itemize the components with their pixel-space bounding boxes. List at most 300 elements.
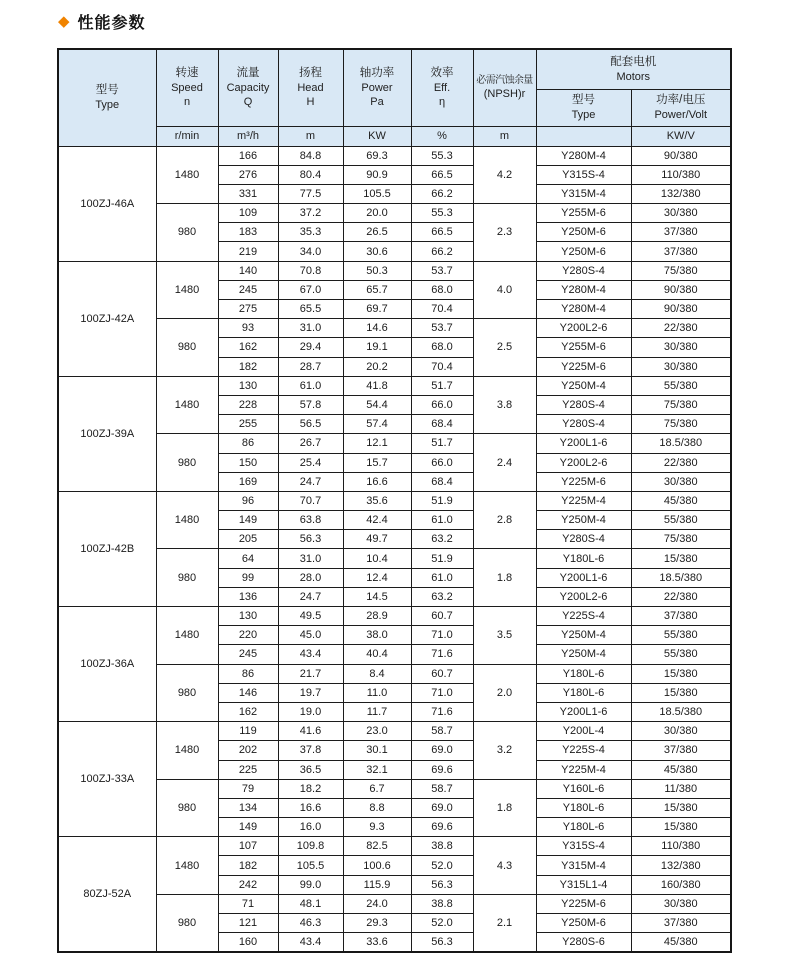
- col-header-motors: [536, 49, 731, 89]
- eff-cell: 66.0: [411, 453, 473, 472]
- header-sub: η: [438, 96, 446, 109]
- motor-power-cell: 37/380: [631, 914, 731, 933]
- motor-type-cell: Y225M-4: [536, 491, 631, 510]
- motor-type-cell: Y200L1-6: [536, 434, 631, 453]
- col-header-eff: [411, 49, 473, 126]
- motor-type-cell: Y200L2-6: [536, 587, 631, 606]
- power-cell: 14.6: [343, 319, 411, 338]
- power-cell: 33.6: [343, 933, 411, 953]
- header-zh: 扬程: [299, 66, 322, 79]
- table-row: [58, 894, 731, 913]
- capacity-cell: 149: [218, 511, 278, 530]
- head-cell: 41.6: [278, 722, 343, 741]
- col-header-capacity: [218, 49, 278, 126]
- head-cell: 19.7: [278, 683, 343, 702]
- motor-power-cell: 30/380: [631, 204, 731, 223]
- motor-type-cell: Y160L-6: [536, 779, 631, 798]
- eff-cell: 56.3: [411, 933, 473, 953]
- table-row: [58, 722, 731, 741]
- header-en: Power/Volt: [654, 108, 708, 121]
- power-cell: 105.5: [343, 184, 411, 203]
- capacity-cell: 109: [218, 204, 278, 223]
- col-header-motor-type: [536, 89, 631, 126]
- power-cell: 100.6: [343, 856, 411, 875]
- motor-type-cell: Y200L-4: [536, 722, 631, 741]
- eff-cell: 70.4: [411, 300, 473, 319]
- motor-power-cell: 15/380: [631, 683, 731, 702]
- motor-power-cell: 18.5/380: [631, 702, 731, 721]
- motor-type-cell: Y250M-6: [536, 914, 631, 933]
- motor-power-cell: 110/380: [631, 165, 731, 184]
- capacity-cell: 149: [218, 818, 278, 837]
- power-cell: 8.4: [343, 664, 411, 683]
- motor-type-cell: Y200L1-6: [536, 702, 631, 721]
- header-zh: 配套电机: [610, 55, 657, 68]
- speed-cell: 1480: [156, 607, 218, 665]
- model-cell: 80ZJ-52A: [58, 837, 156, 953]
- power-cell: 82.5: [343, 837, 411, 856]
- capacity-cell: 162: [218, 338, 278, 357]
- capacity-cell: 130: [218, 376, 278, 395]
- table-row: [58, 319, 731, 338]
- head-cell: 43.4: [278, 933, 343, 953]
- capacity-cell: 107: [218, 837, 278, 856]
- motor-power-cell: 15/380: [631, 798, 731, 817]
- capacity-cell: 71: [218, 894, 278, 913]
- eff-cell: 68.0: [411, 338, 473, 357]
- head-cell: 26.7: [278, 434, 343, 453]
- power-cell: 24.0: [343, 894, 411, 913]
- header-en: Speed: [171, 81, 203, 94]
- col-header-head: [278, 49, 343, 126]
- motor-power-cell: 55/380: [631, 511, 731, 530]
- motor-power-cell: 90/380: [631, 280, 731, 299]
- motor-power-cell: 75/380: [631, 415, 731, 434]
- head-cell: 16.6: [278, 798, 343, 817]
- eff-cell: 66.0: [411, 395, 473, 414]
- capacity-cell: 205: [218, 530, 278, 549]
- speed-cell: 980: [156, 549, 218, 607]
- motor-power-cell: 55/380: [631, 376, 731, 395]
- motor-power-cell: 30/380: [631, 357, 731, 376]
- capacity-cell: 182: [218, 856, 278, 875]
- eff-cell: 63.2: [411, 530, 473, 549]
- motor-type-cell: Y315S-4: [536, 165, 631, 184]
- npsh-cell: 2.3: [473, 204, 536, 262]
- motor-type-cell: Y225M-4: [536, 760, 631, 779]
- motor-type-cell: Y280S-4: [536, 395, 631, 414]
- motor-type-cell: Y180L-6: [536, 818, 631, 837]
- header-zh: 效率: [430, 66, 454, 79]
- motor-type-cell: Y225S-4: [536, 607, 631, 626]
- capacity-cell: 136: [218, 587, 278, 606]
- unit-motor-type: [536, 126, 631, 146]
- power-cell: 50.3: [343, 261, 411, 280]
- eff-cell: 69.0: [411, 798, 473, 817]
- motor-type-cell: Y280S-4: [536, 415, 631, 434]
- eff-cell: 38.8: [411, 837, 473, 856]
- head-cell: 43.4: [278, 645, 343, 664]
- capacity-cell: 228: [218, 395, 278, 414]
- eff-cell: 66.2: [411, 242, 473, 261]
- head-cell: 37.8: [278, 741, 343, 760]
- power-cell: 90.9: [343, 165, 411, 184]
- head-cell: 99.0: [278, 875, 343, 894]
- speed-cell: 1480: [156, 722, 218, 780]
- motor-type-cell: Y250M-4: [536, 626, 631, 645]
- power-cell: 20.0: [343, 204, 411, 223]
- motor-type-cell: Y280S-6: [536, 933, 631, 953]
- head-cell: 25.4: [278, 453, 343, 472]
- table-body: [58, 146, 731, 952]
- head-cell: 57.8: [278, 395, 343, 414]
- power-cell: 8.8: [343, 798, 411, 817]
- motor-power-cell: 55/380: [631, 626, 731, 645]
- col-header-model: [58, 49, 156, 146]
- power-cell: 26.5: [343, 223, 411, 242]
- header-zh: 型号: [572, 93, 595, 106]
- speed-cell: 1480: [156, 837, 218, 895]
- capacity-cell: 99: [218, 568, 278, 587]
- motor-type-cell: Y315S-4: [536, 837, 631, 856]
- motor-power-cell: 160/380: [631, 875, 731, 894]
- model-cell: 100ZJ-39A: [58, 376, 156, 491]
- head-cell: 109.8: [278, 837, 343, 856]
- motor-power-cell: 22/380: [631, 453, 731, 472]
- motor-power-cell: 55/380: [631, 645, 731, 664]
- col-header-motor-power: [631, 89, 731, 126]
- unit-power: KW: [343, 126, 411, 146]
- speed-cell: 1480: [156, 146, 218, 204]
- head-cell: 45.0: [278, 626, 343, 645]
- speed-cell: 980: [156, 319, 218, 377]
- motor-type-cell: Y280S-4: [536, 261, 631, 280]
- speed-cell: 980: [156, 204, 218, 262]
- power-cell: 40.4: [343, 645, 411, 664]
- motor-type-cell: Y250M-4: [536, 645, 631, 664]
- power-cell: 69.3: [343, 146, 411, 165]
- unit-capacity: m³/h: [218, 126, 278, 146]
- power-cell: 12.4: [343, 568, 411, 587]
- capacity-cell: 255: [218, 415, 278, 434]
- section-title: [58, 10, 146, 33]
- motor-power-cell: 37/380: [631, 741, 731, 760]
- col-header-npsh: [473, 49, 536, 126]
- header-sub: Pa: [370, 96, 384, 109]
- eff-cell: 71.6: [411, 702, 473, 721]
- eff-cell: 55.3: [411, 146, 473, 165]
- head-cell: 65.5: [278, 300, 343, 319]
- model-cell: 100ZJ-42A: [58, 261, 156, 376]
- power-cell: 35.6: [343, 491, 411, 510]
- eff-cell: 69.6: [411, 760, 473, 779]
- header-en: Type: [95, 99, 120, 112]
- capacity-cell: 64: [218, 549, 278, 568]
- head-cell: 61.0: [278, 376, 343, 395]
- speed-cell: 1480: [156, 491, 218, 549]
- motor-power-cell: 30/380: [631, 472, 731, 491]
- diamond-icon: ◆: [58, 13, 70, 30]
- head-cell: 31.0: [278, 549, 343, 568]
- table-row: [58, 261, 731, 280]
- model-cell: 100ZJ-33A: [58, 722, 156, 837]
- table-row: [58, 607, 731, 626]
- eff-cell: 71.0: [411, 683, 473, 702]
- power-cell: 28.9: [343, 607, 411, 626]
- head-cell: 56.5: [278, 415, 343, 434]
- eff-cell: 68.0: [411, 280, 473, 299]
- capacity-cell: 225: [218, 760, 278, 779]
- eff-cell: 66.5: [411, 165, 473, 184]
- head-cell: 56.3: [278, 530, 343, 549]
- eff-cell: 71.0: [411, 626, 473, 645]
- capacity-cell: 119: [218, 722, 278, 741]
- table-header: [58, 49, 731, 146]
- head-cell: 84.8: [278, 146, 343, 165]
- capacity-cell: 242: [218, 875, 278, 894]
- motor-type-cell: Y280S-4: [536, 530, 631, 549]
- head-cell: 49.5: [278, 607, 343, 626]
- header-sub: H: [306, 96, 315, 109]
- model-cell: 100ZJ-46A: [58, 146, 156, 261]
- motor-type-cell: Y225M-6: [536, 357, 631, 376]
- npsh-cell: 4.2: [473, 146, 536, 204]
- capacity-cell: 79: [218, 779, 278, 798]
- motor-type-cell: Y200L1-6: [536, 568, 631, 587]
- eff-cell: 56.3: [411, 875, 473, 894]
- header-zh: 轴功率: [359, 66, 395, 79]
- motor-type-cell: Y250M-6: [536, 223, 631, 242]
- head-cell: 19.0: [278, 702, 343, 721]
- npsh-cell: 2.8: [473, 491, 536, 549]
- motor-power-cell: 15/380: [631, 818, 731, 837]
- col-header-power: [343, 49, 411, 126]
- header-en: Head: [297, 81, 324, 94]
- header-sub: Q: [243, 96, 253, 109]
- model-cell: 100ZJ-36A: [58, 607, 156, 722]
- motor-power-cell: 90/380: [631, 300, 731, 319]
- npsh-cell: 2.4: [473, 434, 536, 492]
- motor-power-cell: 37/380: [631, 223, 731, 242]
- capacity-cell: 331: [218, 184, 278, 203]
- speed-cell: 1480: [156, 376, 218, 434]
- power-cell: 57.4: [343, 415, 411, 434]
- motor-power-cell: 15/380: [631, 549, 731, 568]
- motor-power-cell: 18.5/380: [631, 568, 731, 587]
- header-zh: 型号: [95, 84, 119, 97]
- table-row: [58, 549, 731, 568]
- table-row: [58, 434, 731, 453]
- capacity-cell: 96: [218, 491, 278, 510]
- header-zh: 转速: [175, 66, 199, 79]
- eff-cell: 61.0: [411, 568, 473, 587]
- motor-power-cell: 132/380: [631, 184, 731, 203]
- header-en: (NPSH)r: [483, 88, 526, 101]
- power-cell: 11.7: [343, 702, 411, 721]
- power-cell: 9.3: [343, 818, 411, 837]
- capacity-cell: 86: [218, 664, 278, 683]
- head-cell: 16.0: [278, 818, 343, 837]
- performance-table: [57, 48, 732, 953]
- unit-speed: r/min: [156, 126, 218, 146]
- motor-type-cell: Y315M-4: [536, 184, 631, 203]
- power-cell: 12.1: [343, 434, 411, 453]
- head-cell: 37.2: [278, 204, 343, 223]
- motor-type-cell: Y225M-6: [536, 894, 631, 913]
- table-row: [58, 376, 731, 395]
- eff-cell: 55.3: [411, 204, 473, 223]
- speed-cell: 1480: [156, 261, 218, 319]
- capacity-cell: 162: [218, 702, 278, 721]
- eff-cell: 71.6: [411, 645, 473, 664]
- eff-cell: 68.4: [411, 415, 473, 434]
- eff-cell: 58.7: [411, 722, 473, 741]
- motor-power-cell: 75/380: [631, 395, 731, 414]
- head-cell: 105.5: [278, 856, 343, 875]
- capacity-cell: 166: [218, 146, 278, 165]
- head-cell: 28.7: [278, 357, 343, 376]
- power-cell: 29.3: [343, 914, 411, 933]
- eff-cell: 61.0: [411, 511, 473, 530]
- motor-power-cell: 75/380: [631, 261, 731, 280]
- motor-power-cell: 45/380: [631, 491, 731, 510]
- motor-type-cell: Y200L2-6: [536, 319, 631, 338]
- head-cell: 21.7: [278, 664, 343, 683]
- capacity-cell: 220: [218, 626, 278, 645]
- power-cell: 14.5: [343, 587, 411, 606]
- motor-type-cell: Y180L-6: [536, 549, 631, 568]
- header-sub: n: [183, 96, 191, 109]
- header-row-main: [58, 49, 731, 89]
- capacity-cell: 121: [218, 914, 278, 933]
- capacity-cell: 275: [218, 300, 278, 319]
- header-en: Power: [361, 81, 393, 94]
- capacity-cell: 219: [218, 242, 278, 261]
- table-row: [58, 779, 731, 798]
- power-cell: 20.2: [343, 357, 411, 376]
- header-zh: 功率/电压: [656, 93, 706, 106]
- header-en: Capacity: [226, 81, 270, 94]
- eff-cell: 51.7: [411, 376, 473, 395]
- motor-power-cell: 15/380: [631, 664, 731, 683]
- speed-cell: 980: [156, 664, 218, 722]
- table-row: [58, 664, 731, 683]
- header-zh: 必需汽蚀余量: [476, 75, 533, 87]
- table-row: [58, 204, 731, 223]
- capacity-cell: 183: [218, 223, 278, 242]
- head-cell: 36.5: [278, 760, 343, 779]
- motor-type-cell: Y280M-4: [536, 146, 631, 165]
- eff-cell: 66.2: [411, 184, 473, 203]
- power-cell: 6.7: [343, 779, 411, 798]
- header-zh: 流量: [236, 66, 260, 79]
- motor-power-cell: 45/380: [631, 933, 731, 953]
- eff-cell: 53.7: [411, 319, 473, 338]
- npsh-cell: 2.0: [473, 664, 536, 722]
- motor-type-cell: Y255M-6: [536, 204, 631, 223]
- capacity-cell: 134: [218, 798, 278, 817]
- motor-type-cell: Y280M-4: [536, 300, 631, 319]
- motor-type-cell: Y225M-6: [536, 472, 631, 491]
- capacity-cell: 150: [218, 453, 278, 472]
- table-row: [58, 146, 731, 165]
- power-cell: 11.0: [343, 683, 411, 702]
- table-row: [58, 491, 731, 510]
- power-cell: 38.0: [343, 626, 411, 645]
- eff-cell: 51.9: [411, 491, 473, 510]
- eff-cell: 63.2: [411, 587, 473, 606]
- npsh-cell: 2.1: [473, 894, 536, 952]
- power-cell: 65.7: [343, 280, 411, 299]
- motor-power-cell: 37/380: [631, 242, 731, 261]
- power-cell: 115.9: [343, 875, 411, 894]
- motor-type-cell: Y315L1-4: [536, 875, 631, 894]
- unit-npsh: m: [473, 126, 536, 146]
- motor-type-cell: Y250M-6: [536, 242, 631, 261]
- motor-power-cell: 132/380: [631, 856, 731, 875]
- head-cell: 31.0: [278, 319, 343, 338]
- header-en: Eff.: [433, 81, 451, 94]
- head-cell: 70.8: [278, 261, 343, 280]
- npsh-cell: 4.0: [473, 261, 536, 319]
- capacity-cell: 140: [218, 261, 278, 280]
- eff-cell: 66.5: [411, 223, 473, 242]
- motor-power-cell: 18.5/380: [631, 434, 731, 453]
- eff-cell: 69.6: [411, 818, 473, 837]
- speed-cell: 980: [156, 894, 218, 952]
- col-header-speed: [156, 49, 218, 126]
- motor-type-cell: Y255M-6: [536, 338, 631, 357]
- motor-type-cell: Y180L-6: [536, 664, 631, 683]
- eff-cell: 51.9: [411, 549, 473, 568]
- model-cell: 100ZJ-42B: [58, 491, 156, 606]
- npsh-cell: 3.2: [473, 722, 536, 780]
- motor-power-cell: 30/380: [631, 894, 731, 913]
- capacity-cell: 146: [218, 683, 278, 702]
- eff-cell: 60.7: [411, 607, 473, 626]
- motor-type-cell: Y315M-4: [536, 856, 631, 875]
- table-row: [58, 837, 731, 856]
- power-cell: 32.1: [343, 760, 411, 779]
- head-cell: 77.5: [278, 184, 343, 203]
- head-cell: 28.0: [278, 568, 343, 587]
- head-cell: 80.4: [278, 165, 343, 184]
- motor-power-cell: 30/380: [631, 338, 731, 357]
- npsh-cell: 1.8: [473, 549, 536, 607]
- power-cell: 15.7: [343, 453, 411, 472]
- capacity-cell: 86: [218, 434, 278, 453]
- eff-cell: 52.0: [411, 856, 473, 875]
- motor-power-cell: 110/380: [631, 837, 731, 856]
- motor-power-cell: 37/380: [631, 607, 731, 626]
- motor-power-cell: 75/380: [631, 530, 731, 549]
- eff-cell: 52.0: [411, 914, 473, 933]
- motor-power-cell: 45/380: [631, 760, 731, 779]
- motor-type-cell: Y200L2-6: [536, 453, 631, 472]
- speed-cell: 980: [156, 434, 218, 492]
- motor-type-cell: Y180L-6: [536, 798, 631, 817]
- motor-type-cell: Y180L-6: [536, 683, 631, 702]
- power-cell: 41.8: [343, 376, 411, 395]
- capacity-cell: 245: [218, 645, 278, 664]
- capacity-cell: 93: [218, 319, 278, 338]
- head-cell: 67.0: [278, 280, 343, 299]
- eff-cell: 70.4: [411, 357, 473, 376]
- npsh-cell: 1.8: [473, 779, 536, 837]
- npsh-cell: 2.5: [473, 319, 536, 377]
- power-cell: 30.6: [343, 242, 411, 261]
- motor-power-cell: 22/380: [631, 587, 731, 606]
